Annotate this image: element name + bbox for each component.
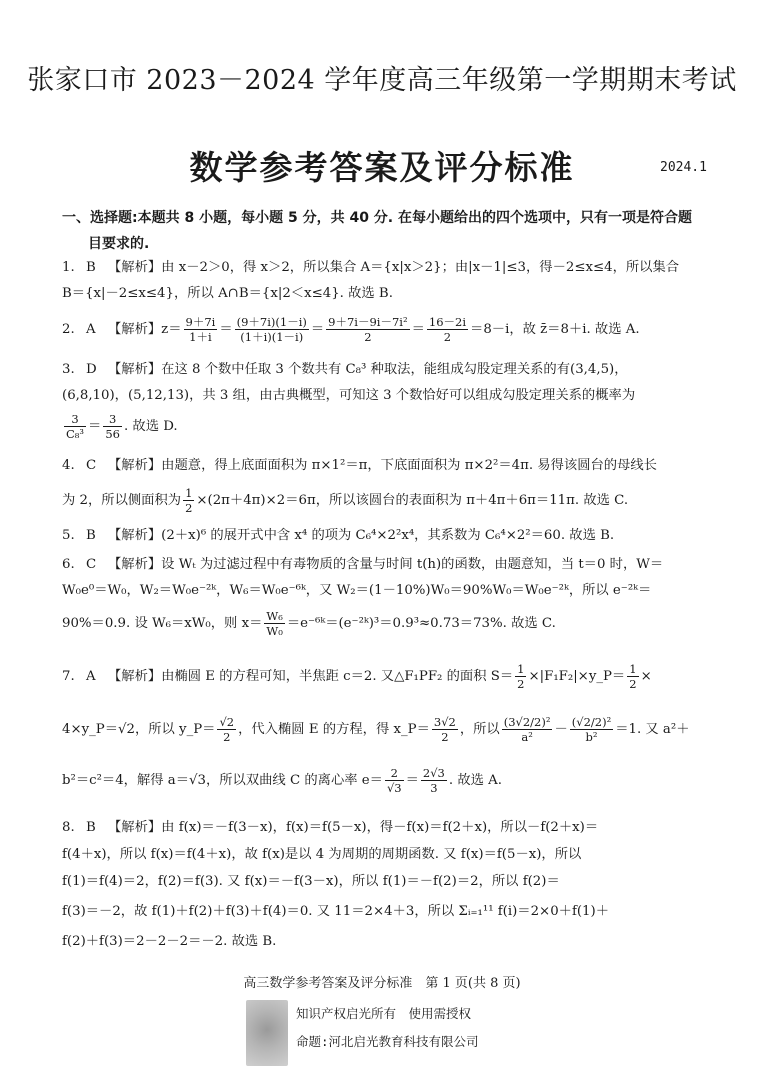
solution-text: ＝1. 又 a²＋ <box>615 722 690 737</box>
solution-text: ，代入椭圆 E 的方程，得 x_P＝ <box>238 722 430 737</box>
fraction: $\frac{3√2}{2}$ <box>433 715 456 744</box>
question-4 <box>62 456 712 515</box>
solution-text: － <box>554 722 568 737</box>
solution-text: ，所以 <box>459 722 500 737</box>
fraction: $\frac{\text{9＋7i－9i－7i²}}{2}$ <box>328 315 408 344</box>
question-2: 2. A 【解析】z＝ $\frac{9+7i}{1+i}$ ＝ $\frac{(9+7i)(1-i)}{(1+i)(1-i)}$ ＝ $\frac{\text{9＋7i－9i－7i²}}{2}$ ＝ $\frac{16-2i}{2}$ ＝8－i，故 z̄＝8＋i. 故选 A. <box>62 315 640 344</box>
solution-text: f(4＋x)，所以 f(x)＝f(4＋x)，故 f(x)是以 4 为周期的周期函数. 又 f(x)＝f(5－x)，所以 <box>62 847 582 862</box>
fraction: $\frac{\text{W₆}}{\text{W₀}}$ <box>266 609 283 638</box>
fraction: $\frac{3}{\text{C₈³}}$ <box>66 412 85 441</box>
fraction: $\frac{1}{2}$ <box>629 662 637 691</box>
answer-letter: C <box>86 458 97 473</box>
fraction: $\frac{√2}{2}$ <box>219 715 235 744</box>
solution-text: B＝{x|－2≤x≤4}，所以 A∩B＝{x|2＜x≤4}. 故选 B. <box>62 286 393 301</box>
fraction: $\frac{1}{2}$ <box>185 486 193 515</box>
answer-letter: B <box>86 528 96 543</box>
solution-text: 【解析】z＝ <box>108 322 182 337</box>
section-heading-line: 目要求的. <box>88 236 150 252</box>
solution-text: 【解析】在这 8 个数中任取 3 个数共有 C₈³ 种取法，能组成勾股定理关系的有(3,4,5)， <box>108 362 628 377</box>
answer-letter: A <box>86 322 96 337</box>
solution-text: 【解析】由题意，得上底面面积为 π×1²＝π，下底面面积为 π×2²＝4π. 易得该圆台的母线长 <box>108 458 657 473</box>
question-3: 3. D 【解析】在这 8 个数中任取 3 个数共有 C₈³ 种取法，能组成勾股定理关系的有(3,4,5)， (6,8,10)，(5,12,13)，共 3 组，由古典概型，可知这 3 个数恰好可以组成勾股定理关系的概率为 $\frac{3}{\text{C₈³}}$ ＝ $\frac{3}{56}$ . 故选 D. <box>62 360 712 441</box>
solution-text: 【解析】由 f(x)＝－f(3－x)，f(x)＝f(5－x)，得－f(x)＝f(2＋x)，所以－f(2＋x)＝ <box>108 820 599 835</box>
copyright-line: 知识产权启光所有 使用需授权 <box>296 1006 472 1021</box>
solution-text: 90%＝0.9. 设 W₆＝xW₀，则 x＝ <box>62 616 263 631</box>
answer-letter: B <box>86 820 96 835</box>
question-6 <box>62 555 712 638</box>
solution-text: 【解析】由 x－2＞0，得 x＞2，所以集合 A＝{x|x＞2}；由|x－1|≤3，得－2≤x≤4，所以集合 <box>108 260 680 275</box>
question-7 <box>62 662 712 795</box>
question-number: 4. <box>62 458 75 473</box>
section-heading <box>62 205 712 257</box>
fraction: $\frac{3}{56}$ <box>105 412 120 441</box>
question-number: 7. <box>62 669 75 684</box>
solution-text: ＝8－i，故 z̄＝8＋i. 故选 A. <box>470 322 640 337</box>
solution-text: f(2)＋f(3)＝2－2－2＝－2. 故选 B. <box>62 934 277 949</box>
solution-text: ＝ <box>405 773 419 788</box>
blurred-qr-code-image <box>246 1000 288 1066</box>
copyright-line: 命题:河北启光教育科技有限公司 <box>296 1034 479 1049</box>
solution-text: 【解析】设 Wₜ 为过滤过程中有毒物质的含量与时间 t(h)的函数，由题意知，当 t＝0 时，W＝ <box>108 557 664 572</box>
solution-text: 【解析】由椭圆 E 的方程可知，半焦距 c＝2. 又△F₁PF₂ 的面积 S＝ <box>108 669 514 684</box>
solution-text: 【解析】(2＋x)⁶ 的展开式中含 x⁴ 的项为 C₆⁴×2²x⁴，其系数为 C₆⁴×2²＝60. 故选 B. <box>108 528 615 543</box>
page-footer: 高三数学参考答案及评分标准 第 1 页(共 8 页) <box>243 976 521 991</box>
question-number: 3. <box>62 362 75 377</box>
question-number: 6. <box>62 557 75 572</box>
fraction: $\frac{9+7i}{1+i}$ <box>185 315 216 344</box>
section-heading-line: 一、选择题:本题共 8 小题，每小题 5 分，共 40 分. 在每小题给出的四个选项中，只有一项是符合题 <box>62 210 692 226</box>
solution-text: (6,8,10)，(5,12,13)，共 3 组，由古典概型，可知这 3 个数恰好可以组成勾股定理关系的概率为 <box>62 388 636 403</box>
fraction: $\frac{\text{(√2/2)²}}{\text{b²}}$ <box>571 715 612 744</box>
solution-text: b²＝c²＝4，解得 a＝√3，所以双曲线 C 的离心率 e＝ <box>62 773 383 788</box>
fraction: $\frac{16-2i}{2}$ <box>428 315 467 344</box>
answer-letter: A <box>86 669 96 684</box>
fraction: $\frac{2}{√3}$ <box>386 766 402 795</box>
solution-text: f(3)＝－2，故 f(1)＋f(2)＋f(3)＋f(4)＝0. 又 11＝2×4＋3，所以 Σᵢ₌₁¹¹ f(i)＝2×0＋f(1)＋ <box>62 904 610 919</box>
solution-text: 4×y_P＝√2，所以 y_P＝ <box>62 722 216 737</box>
question-8 <box>62 818 712 952</box>
solution-text: W₀e⁰＝W₀，W₂＝W₀e⁻²ᵏ，W₆＝W₀e⁻⁶ᵏ，又 W₂＝(1－10%)W₀＝90%W₀＝W₀e⁻²ᵏ，所以 e⁻²ᵏ＝ <box>62 583 652 598</box>
fraction: $\frac{(9+7i)(1-i)}{(1+i)(1-i)}$ <box>236 315 307 344</box>
solution-text: × <box>640 669 652 684</box>
solution-text: 为 2，所以侧面积为 <box>62 493 182 508</box>
question-number: 5. <box>62 528 75 543</box>
question-1 <box>62 258 712 304</box>
fraction: $\frac{\text{(3√2/2)²}}{\text{a²}}$ <box>503 715 551 744</box>
solution-text: f(1)＝f(4)＝2，f(2)＝f(3). 又 f(x)＝－f(3－x)，所以 f(1)＝－f(2)＝2，所以 f(2)＝ <box>62 874 560 889</box>
exam-title: 张家口市 2023－2024 学年度高三年级第一学期期末考试 <box>27 65 737 96</box>
document-date: 2024.1 <box>660 160 707 175</box>
solution-text: . 故选 D. <box>123 419 178 434</box>
question-number: 2. <box>62 322 75 337</box>
question-5 <box>62 526 712 546</box>
fraction: $\frac{1}{2}$ <box>517 662 525 691</box>
answer-letter: C <box>86 557 97 572</box>
question-number: 1. <box>62 260 75 275</box>
answer-letter: D <box>86 362 97 377</box>
fraction: $\frac{2√3}{3}$ <box>422 766 445 795</box>
answer-letter: B <box>86 260 96 275</box>
document-title: 数学参考答案及评分标准 <box>189 148 575 187</box>
solution-text: ×|F₁F₂|×y_P＝ <box>528 669 626 684</box>
solution-text: . 故选 A. <box>448 773 502 788</box>
solution-text: ×(2π＋4π)×2＝6π，所以该圆台的表面积为 π＋4π＋6π＝11π. 故选 C. <box>196 493 629 508</box>
question-number: 8. <box>62 820 75 835</box>
solution-text: ＝e⁻⁶ᵏ＝(e⁻²ᵏ)³＝0.9³≈0.73＝73%. 故选 C. <box>286 616 556 631</box>
copyright-notice <box>296 1000 479 1056</box>
